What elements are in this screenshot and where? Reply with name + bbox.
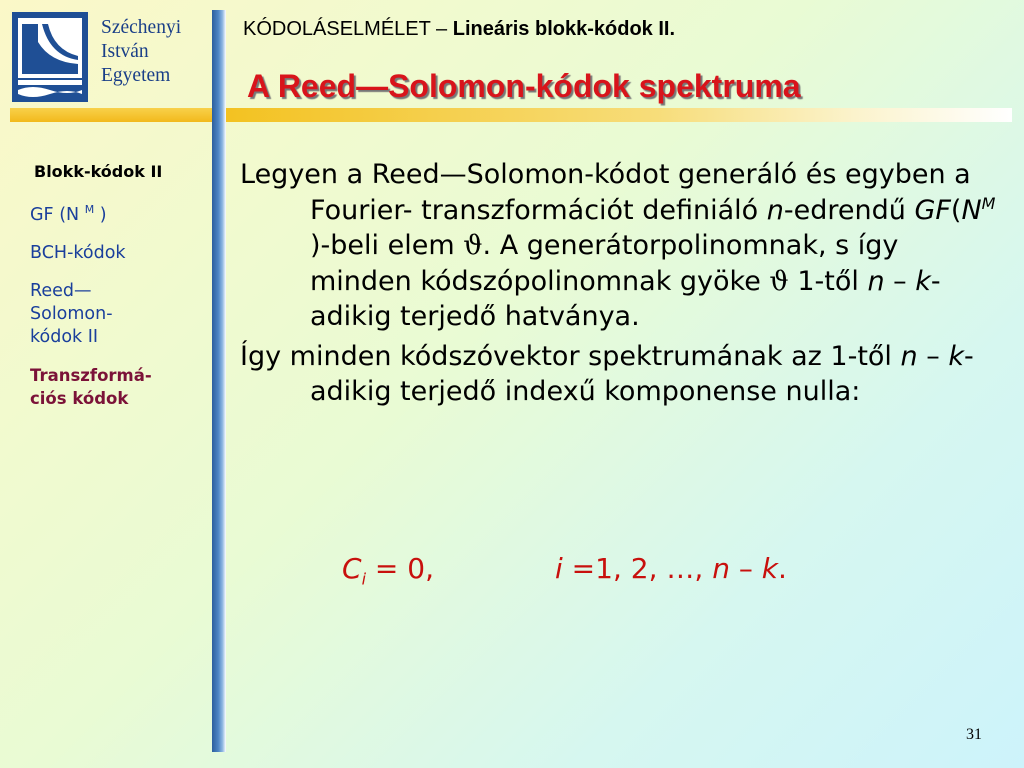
course-header — [243, 18, 675, 41]
university-name-line3: Egyetem — [101, 65, 171, 86]
p2-var-n: n — [900, 340, 918, 372]
p1-theta-2: ϑ — [769, 265, 789, 297]
nav-item-gf-close: ) — [99, 204, 107, 225]
nav-item-gf-text: GF (N — [30, 204, 80, 225]
nav-item-gf[interactable] — [30, 198, 208, 227]
nav-current-line1: Transzformá- — [30, 365, 152, 385]
p2-text-b: – — [917, 340, 949, 372]
p1-text-f: 1-től — [788, 265, 868, 297]
formula-k: k — [761, 552, 778, 585]
nav-current-line2: ciós kódok — [30, 388, 129, 408]
course-subtitle: Lineáris blokk-kódok II. — [452, 18, 676, 40]
slide-title: A Reed—Solomon-kódok spektruma — [247, 68, 801, 104]
header-bar-left — [10, 108, 215, 122]
university-logo — [12, 12, 88, 102]
nav-heading: Blokk-kódok II — [34, 162, 163, 181]
paragraph-2 — [240, 339, 1000, 410]
p2-var-k: k — [948, 340, 964, 372]
formula-right — [555, 552, 787, 585]
nav-item-current[interactable] — [30, 364, 208, 410]
header-bar-right — [225, 108, 1012, 122]
formula-left — [342, 552, 434, 589]
p1-var-k: k — [915, 265, 931, 297]
nav-item-bch[interactable]: BCH-kódok — [30, 242, 126, 263]
p1-text-e: . A generátorpolinomnak, s így minden kódszópolinomnak gyöke — [310, 230, 899, 297]
formula-C: C — [342, 552, 362, 585]
side-nav — [30, 160, 208, 425]
vertical-divider-bar — [212, 10, 226, 752]
p2-text-a: Így minden kódszóvektor spektrumának az 1-től — [240, 340, 901, 372]
formula-minus: – — [729, 552, 762, 585]
p1-theta: ϑ — [463, 230, 483, 261]
formula-dot: . — [777, 552, 787, 585]
p1-var-n2: n — [867, 265, 885, 297]
formula-i: i — [555, 552, 563, 585]
formula-eq-zero: = 0, — [366, 552, 434, 585]
nav-item-reed-solomon[interactable] — [30, 280, 208, 349]
formula-sub-i: i — [361, 569, 367, 589]
nav-item-rs-line1: Reed— — [30, 280, 92, 301]
p1-var-N: N — [961, 194, 982, 226]
university-name — [101, 16, 211, 88]
p1-gf: GF — [914, 194, 951, 226]
p1-text-a: Legyen a Reed—Solomon-kódot generáló és egyben a Fourier- transzformációt definiáló — [240, 159, 971, 226]
p1-var-M: M — [981, 193, 996, 213]
nav-item-rs-line2: Solomon- — [30, 303, 113, 324]
p1-text-d: )-beli elem — [310, 230, 464, 261]
nav-item-rs-line3: kódok II — [30, 326, 99, 347]
p2-text-c: -adikig terjedő indexű komponense nulla: — [310, 340, 974, 407]
course-name: KÓDOLÁSELMÉLET – — [243, 18, 448, 40]
university-name-line1: Széchenyi — [101, 17, 182, 38]
page-number: 31 — [966, 726, 982, 743]
formula-range: =1, 2, …, — [562, 552, 713, 585]
p1-var-n: n — [766, 194, 784, 226]
p1-text-h: -adikig terjedő hatványa. — [310, 265, 941, 332]
p1-paren: ( — [950, 194, 962, 226]
p1-text-b: -edrendű — [783, 194, 915, 226]
formula-n: n — [712, 552, 730, 585]
p1-text-g: – — [884, 265, 916, 297]
nav-item-gf-sup: M — [84, 203, 95, 216]
university-name-line2: István — [101, 41, 149, 62]
slide-body — [240, 157, 1000, 414]
paragraph-1 — [240, 157, 1000, 335]
